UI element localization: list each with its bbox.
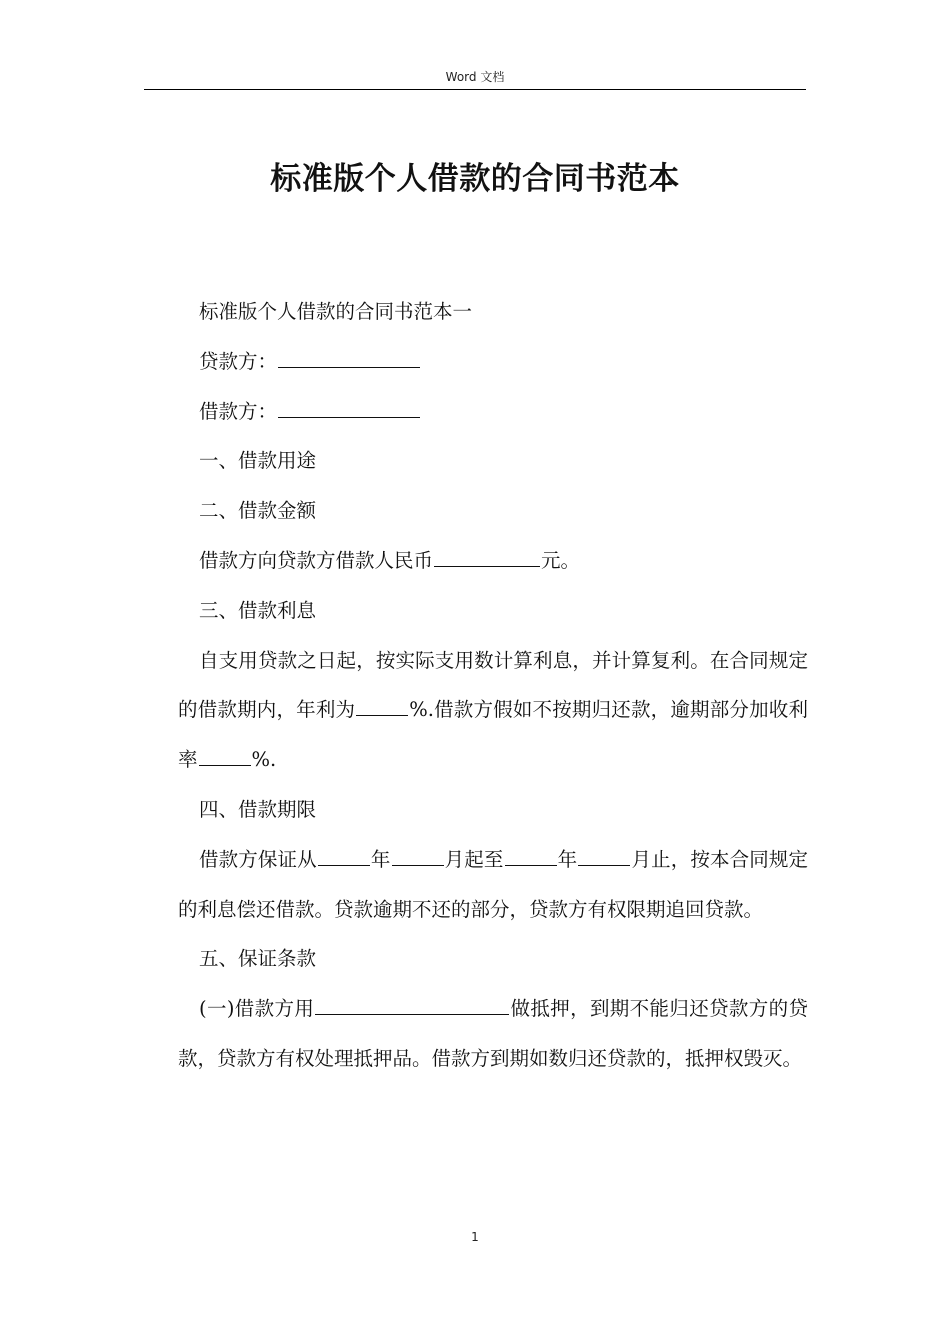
page-header bbox=[144, 66, 806, 90]
annual-rate-blank bbox=[356, 697, 408, 716]
overdue-rate-blank bbox=[199, 747, 251, 766]
paragraph-borrower bbox=[178, 387, 808, 437]
start-month-blank bbox=[392, 847, 444, 866]
guarantee-text-1: (一)借款方用 bbox=[199, 997, 315, 1021]
collateral-blank bbox=[315, 996, 509, 1015]
term-text-2: 年 bbox=[370, 847, 391, 871]
term-text-1: 借款方保证从 bbox=[199, 847, 317, 871]
section-heading-guarantee: 五、保证条款 bbox=[199, 947, 317, 971]
start-year-blank bbox=[318, 847, 370, 866]
lender-blank bbox=[278, 349, 420, 368]
guarantee-text-2: 做抵押，到期不能归还贷款方的贷款，贷款方有权处理抵押品。借款方到期如数归还贷款的，抵押权毁灭。 bbox=[178, 997, 808, 1070]
section-heading-amount: 二、借款金额 bbox=[199, 499, 317, 523]
paragraph-lender bbox=[178, 337, 808, 387]
paragraph-interest bbox=[178, 636, 808, 785]
borrower-label: 借款方： bbox=[199, 399, 278, 423]
section-heading-purpose: 一、借款用途 bbox=[199, 449, 317, 473]
interest-text-2: %.借款方假如不按期归还款，逾期部分加收利率 bbox=[178, 698, 808, 772]
end-year-blank bbox=[505, 847, 557, 866]
interest-text-3: %. bbox=[251, 748, 277, 772]
lender-label: 贷款方： bbox=[199, 349, 278, 373]
paragraph-term bbox=[178, 835, 808, 935]
borrower-blank bbox=[278, 399, 420, 418]
term-text-4: 年 bbox=[557, 847, 578, 871]
paragraph-amount bbox=[178, 536, 808, 586]
section-heading-interest: 三、借款利息 bbox=[199, 598, 317, 622]
term-text-5: 月止，按本合同规定的利息偿还借款。贷款逾期不还的部分，贷款方有权限期追回贷款。 bbox=[178, 847, 808, 921]
end-month-blank bbox=[578, 847, 630, 866]
amount-blank bbox=[434, 548, 540, 567]
document-body bbox=[178, 287, 808, 1084]
paragraph-contract-subtitle: 标准版个人借款的合同书范本一 bbox=[199, 300, 473, 323]
document-title: 标准版个人借款的合同书范本 bbox=[270, 161, 680, 197]
amount-unit: 元。 bbox=[541, 548, 581, 572]
section-heading-term: 四、借款期限 bbox=[199, 797, 317, 821]
header-label: Word 文档 bbox=[445, 70, 505, 84]
term-text-3: 月起至 bbox=[444, 847, 504, 871]
paragraph-guarantee bbox=[178, 984, 808, 1084]
interest-text-1: 自支用贷款之日起，按实际支用数计算利息，并计算复利。在合同规定的借款期内，年利为 bbox=[178, 648, 808, 722]
page-number: 1 bbox=[471, 1230, 479, 1244]
amount-text: 借款方向贷款方借款人民币 bbox=[199, 548, 434, 572]
